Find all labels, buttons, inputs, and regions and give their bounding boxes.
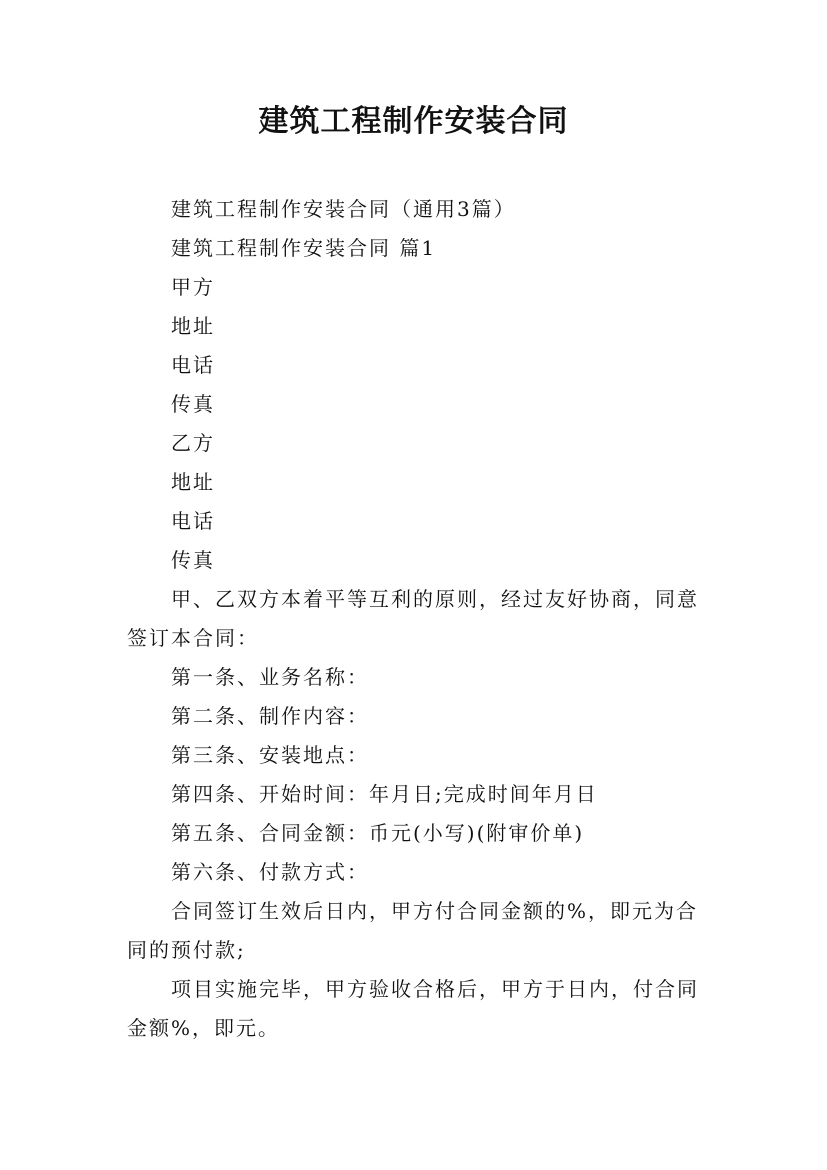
paragraph-preamble: 甲、乙双方本着平等互利的原则，经过友好协商，同意签订本合同： [127,587,699,650]
party-b-fax-label: 传真 [171,548,215,572]
party-a-fax-label: 传真 [171,392,215,416]
document-title: 建筑工程制作安装合同 [258,104,569,139]
clause-6: 第六条、付款方式： [171,860,369,884]
paragraph-section-heading: 建筑工程制作安装合同 篇1 [171,236,437,260]
party-b-phone-label: 电话 [171,509,215,533]
document-body [127,190,707,1048]
clause-5: 第五条、合同金额：币元(小写)(附审价单) [171,821,585,845]
clause-1: 第一条、业务名称： [171,665,369,689]
clause-3: 第三条、安装地点： [171,743,369,767]
party-b-address-label: 地址 [171,470,215,494]
party-a-label: 甲方 [171,275,215,299]
payment-term-1: 合同签订生效后日内，甲方付合同金额的%，即元为合同的预付款; [127,899,699,962]
paragraph-subtitle: 建筑工程制作安装合同（通用3篇） [171,197,516,221]
party-a-phone-label: 电话 [171,353,215,377]
party-a-address-label: 地址 [171,314,215,338]
payment-term-2: 项目实施完毕，甲方验收合格后，甲方于日内，付合同金额%，即元。 [127,977,699,1040]
party-b-label: 乙方 [171,431,215,455]
clause-2: 第二条、制作内容： [171,704,369,728]
clause-4: 第四条、开始时间：年月日;完成时间年月日 [171,782,598,806]
